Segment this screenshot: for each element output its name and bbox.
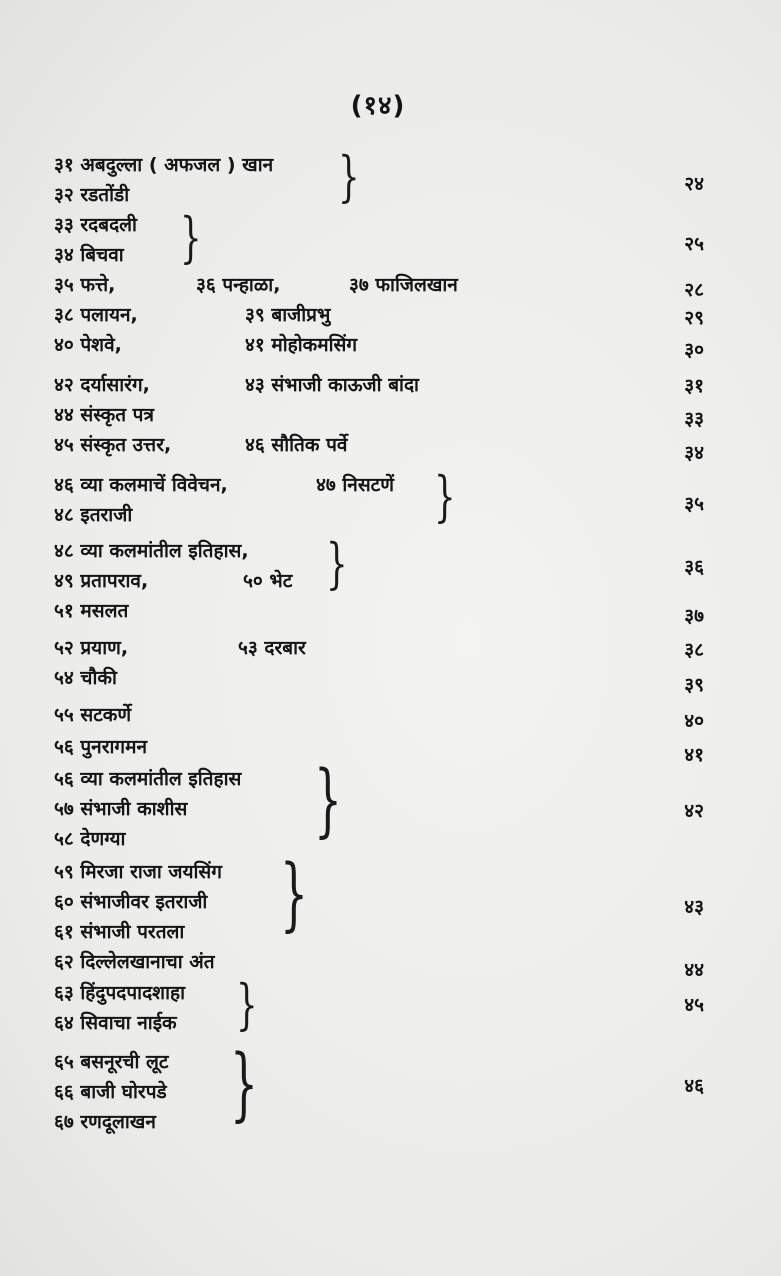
toc-entry: ४७ निसटणें	[316, 474, 394, 496]
toc-entry: ४६ व्या कलमाचें विवेचन,	[54, 474, 228, 496]
brace: }	[434, 465, 456, 530]
toc-entry: ३४ बिचवा	[54, 244, 124, 266]
toc-page-number: ४४	[684, 959, 704, 981]
toc-entry: ६२ दिल्लेलखानाचा अंत	[54, 951, 215, 973]
toc-entry: ५३ दरबार	[238, 637, 306, 659]
toc-entry: ५८ देणग्या	[54, 828, 126, 850]
toc-entry: ६६ बाजी घोरपडे	[54, 1081, 167, 1103]
toc-entry: ४५ संस्कृत उत्तर,	[54, 434, 172, 456]
toc-page-number: ३७	[684, 605, 704, 627]
toc-entry: ५६ व्या कलमांतील इतिहास	[54, 768, 242, 790]
toc-page-number: ३५	[684, 493, 704, 515]
toc-entry: ३६ पन्हाळा,	[196, 274, 281, 296]
toc-entry: ४२ दर्यासारंग,	[54, 374, 150, 396]
brace: }	[280, 848, 308, 941]
toc-entry: ६५ बसनूरची लूट	[54, 1051, 169, 1073]
toc-page-number: ४३	[684, 896, 704, 918]
toc-page-number: ३३	[684, 408, 704, 430]
toc-page-number: ३८	[684, 639, 704, 661]
toc-entry: ६० संभाजीवर इतराजी	[54, 891, 208, 913]
toc-entry: ३९ बाजीप्रभु	[245, 304, 331, 326]
toc-entry: ३१ अबदुल्ला ( अफजल ) खान	[54, 154, 274, 176]
toc-page-number: २९	[684, 307, 704, 329]
toc-entry: ४४ संस्कृत पत्र	[54, 404, 154, 426]
toc-entry: ४६ सौतिक पर्वे	[245, 434, 348, 456]
toc-page-number: ३६	[684, 556, 704, 578]
toc-entry: ३८ पलायन,	[54, 304, 138, 326]
toc-entry: ६३ हिंदुपदपादशाहा	[54, 982, 186, 1004]
toc-page-number: ४२	[684, 800, 704, 822]
page-number-column	[640, 0, 704, 1276]
toc-entry: ४९ प्रतापराव,	[54, 570, 149, 592]
toc-page-number: ३१	[684, 375, 704, 397]
toc-entry: ३२ रडतोंडी	[54, 184, 130, 206]
toc-entry: ५२ प्रयाण,	[54, 637, 129, 659]
toc-page-number: ४०	[684, 710, 704, 732]
brace: }	[326, 532, 348, 597]
brace: }	[338, 145, 360, 210]
toc-entry: ५५ सटकर्णे	[54, 704, 132, 726]
toc-entry: ५९ मिरजा राजा जयसिंग	[54, 861, 222, 883]
brace: }	[314, 754, 342, 847]
toc-entry: ४८ व्या कलमांतील इतिहास,	[54, 540, 249, 562]
toc-entry: ३७ फाजिलखान	[349, 274, 458, 296]
toc-page-number: ३४	[684, 442, 704, 464]
toc-entry: ६१ संभाजी परतला	[54, 921, 185, 943]
toc-page-number: २४	[684, 173, 704, 195]
toc-page-number: ३९	[684, 674, 704, 696]
toc-entry: ५६ पुनरागमन	[54, 736, 148, 758]
toc-entry: ४३ संभाजी काऊजी बांदा	[245, 374, 419, 396]
toc-entry: ४० पेशवे,	[54, 334, 122, 356]
toc-entry: ५१ मसलत	[54, 600, 129, 622]
toc-entry: ६७ रणदूलाखन	[54, 1111, 156, 1133]
toc-entry: ६४ सिवाचा नाईक	[54, 1012, 177, 1034]
brace: }	[236, 973, 258, 1038]
toc-page-number: २८	[684, 279, 704, 301]
toc-page-number: ४५	[684, 994, 704, 1016]
toc-entry: ३५ फत्ते,	[54, 274, 116, 296]
brace: }	[180, 206, 202, 271]
toc-page-number: ४६	[684, 1075, 704, 1097]
page-number: (१४)	[350, 91, 406, 121]
brace: }	[230, 1038, 258, 1131]
toc-entry: ३३ रदबदली	[54, 214, 137, 236]
toc-entry: ५४ चौकी	[54, 667, 117, 689]
toc-entry: ४८ इतराजी	[54, 504, 133, 526]
toc-page-number: ४१	[684, 744, 704, 766]
toc-page-number: २५	[684, 233, 704, 255]
toc-entry: ५७ संभाजी काशीस	[54, 798, 188, 820]
toc-entry: ४१ मोहोकमसिंग	[245, 334, 358, 356]
toc-entry: ५० भेट	[243, 570, 293, 592]
toc-page-number: ३०	[684, 339, 704, 361]
